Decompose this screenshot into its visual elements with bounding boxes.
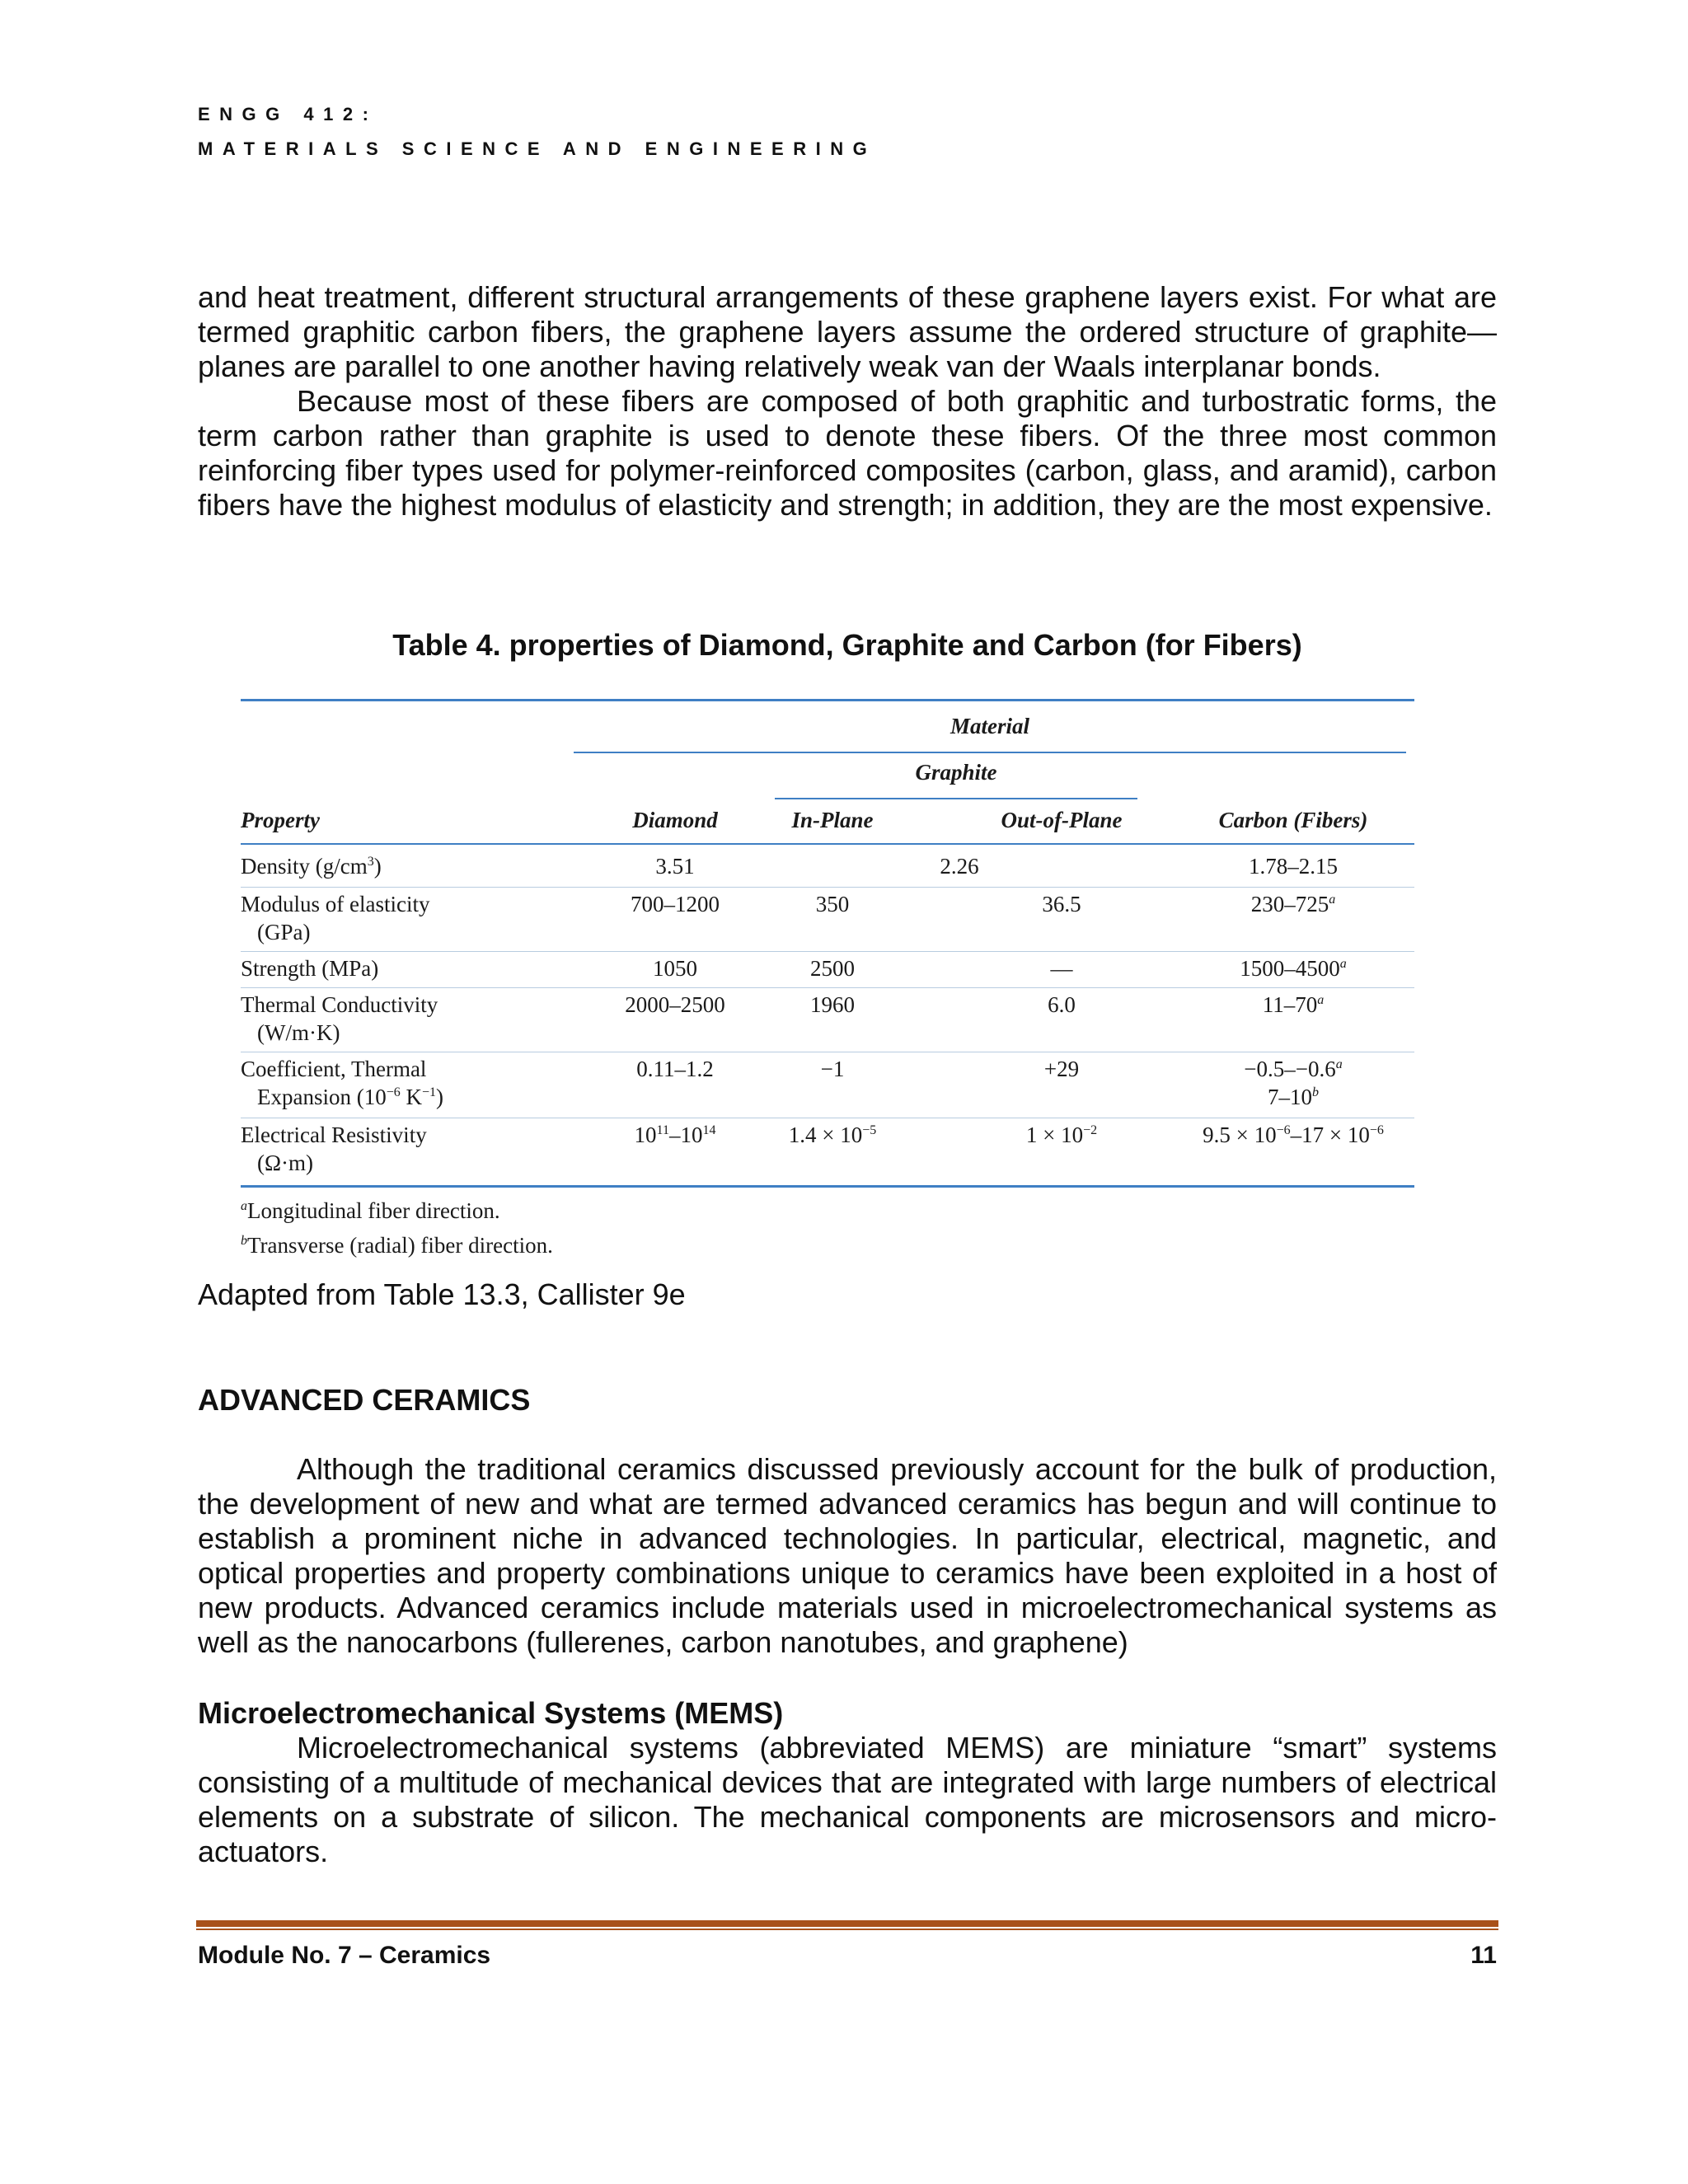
row-label-thermal-expansion-unit: Expansion ($10^{-6}$ $K^{-1}$) (257, 1085, 444, 1109)
resistivity-diamond: $10^{11}-10^{14}$ (634, 1122, 716, 1147)
section-heading-advanced-ceramics: ADVANCED CERAMICS (198, 1383, 531, 1417)
footer-rule-thin (196, 1929, 1498, 1930)
footer-module-title: Module No. 7 – Ceramics (198, 1942, 491, 1969)
row-label-strength: Strength (MPa) (241, 956, 379, 981)
table-caption: Table 4. properties of Diamond, Graphite and Carbon (for Fibers) (392, 628, 1302, 662)
section-body-mems (198, 1731, 1497, 1869)
row-label-thermal-conductivity: Thermal Conductivity (241, 992, 438, 1017)
footnote-b: $^b$Transverse (radial) fiber direction. (241, 1233, 553, 1258)
course-code: ENGG 412: (198, 104, 378, 124)
density-diamond: 3.51 (655, 854, 695, 879)
strength-diamond: 1050 (653, 956, 697, 981)
graphite-header: Graphite (915, 760, 997, 785)
table-bottom-rule (241, 1185, 1414, 1188)
strength-out-of-plane: — (1050, 956, 1073, 981)
cte-carbon-longitudinal: −0.5–−0.6$^a$ (1244, 1057, 1343, 1081)
row-divider (241, 987, 1414, 988)
column-header-in-plane: In-Plane (791, 808, 874, 832)
resistivity-carbon: $9.5 \times 10^{-6}-17 \times 10^{-6}$ (1203, 1122, 1384, 1147)
footer-rule (196, 1920, 1498, 1927)
section-heading-mems: Microelectromechanical Systems (MEMS) (198, 1696, 784, 1730)
thermal-carbon: 11–70$^a$ (1262, 992, 1325, 1017)
modulus-out-of-plane: 36.5 (1042, 892, 1081, 916)
course-title: MATERIALS SCIENCE AND ENGINEERING (198, 138, 877, 159)
paragraph-carbon-fibers: Because most of these fibers are composed of both graphitic and turbostratic forms, the term carbon rather than graphite is used to denote these fibers. Of the three most common reinforcing fiber types used for polymer-reinforced composites (carbon, glass, and aramid), carbon fibers have the highest modulus of elasticity and strength; in addition, they are the most expensive. (198, 384, 1497, 522)
column-header-out-of-plane: Out-of-Plane (1001, 808, 1123, 832)
table-source: Adapted from Table 13.3, Callister 9e (198, 1277, 686, 1311)
thermal-out-of-plane: 6.0 (1048, 992, 1076, 1017)
table-top-rule (241, 699, 1414, 701)
material-header: Material (950, 714, 1029, 738)
footnote-a: $^a$Longitudinal fiber direction. (241, 1198, 500, 1223)
column-header-carbon-fibers: Carbon (Fibers) (1218, 808, 1368, 832)
row-divider (241, 951, 1414, 952)
row-label-resistivity-unit: (Ω·m) (257, 1151, 314, 1175)
cte-out-of-plane: +29 (1043, 1057, 1080, 1081)
strength-carbon: 1500–4500$^a$ (1240, 956, 1347, 981)
strength-in-plane: 2500 (810, 956, 855, 981)
column-header-diamond: Diamond (632, 808, 718, 832)
modulus-in-plane: 350 (815, 892, 850, 916)
row-divider (241, 887, 1414, 888)
cte-diamond: 0.11–1.2 (636, 1057, 714, 1081)
cte-in-plane: −1 (820, 1057, 845, 1081)
section-body-advanced-ceramics (198, 1452, 1497, 1660)
paragraph-advanced-ceramics: Although the traditional ceramics discussed previously account for the bulk of production, the development of new and what are termed advanced ceramics has begun and will continue to establish a prominent niche in advanced technologies. In particular, electrical, magnetic, and optical properties and property combinations unique to ceramics have been exploited in a host of new products. Advanced ceramics include materials used in microelectromechanical systems as well as the nanocarbons (fullerenes, carbon nanotubes, and graphene) (198, 1452, 1497, 1659)
properties-table (241, 699, 1414, 1258)
body-paragraphs (198, 280, 1497, 523)
graphite-rule (775, 798, 1137, 799)
thermal-in-plane: 1960 (810, 992, 855, 1017)
paragraph-graphene: and heat treatment, different structural arrangements of these graphene layers exist. For what are termed graphitic carbon fibers, the graphene layers assume the ordered structure of graphite—planes are parallel to one another having relatively weak van der Waals interplanar bonds. (198, 280, 1497, 383)
density-graphite: 2.26 (940, 854, 979, 879)
row-label-thermal-unit: (W/m·K) (257, 1020, 340, 1045)
material-rule (574, 752, 1406, 753)
header-bottom-rule (241, 843, 1414, 845)
modulus-diamond: 700–1200 (631, 892, 720, 916)
row-label-thermal-expansion: Coefficient, Thermal (241, 1057, 427, 1081)
thermal-diamond: 2000–2500 (625, 992, 725, 1017)
modulus-carbon: 230–725$^a$ (1250, 892, 1336, 916)
resistivity-out-of-plane: $1 \times 10^{-2}$ (1025, 1122, 1098, 1147)
row-label-modulus: Modulus of elasticity (241, 892, 430, 916)
running-header (198, 97, 876, 166)
paragraph-mems: Microelectromechanical systems (abbreviated MEMS) are miniature “smart” systems consisting of a multitude of mechanical devices that are integrated with large numbers of electrical elements on a substrate of silicon. The mechanical components are microsensors and micro-actuators. (198, 1731, 1497, 1868)
row-label-density: Density $(g/cm^3)$ (241, 854, 382, 879)
page-number: 11 (1470, 1942, 1497, 1969)
column-header-property: Property (241, 808, 320, 832)
resistivity-in-plane: $1.4 \times 10^{-5}$ (788, 1122, 877, 1147)
cte-carbon-transverse: 7–10$^b$ (1268, 1085, 1319, 1109)
density-carbon: 1.78–2.15 (1249, 854, 1338, 879)
row-label-resistivity: Electrical Resistivity (241, 1122, 427, 1147)
row-label-modulus-unit: (GPa) (257, 920, 311, 944)
